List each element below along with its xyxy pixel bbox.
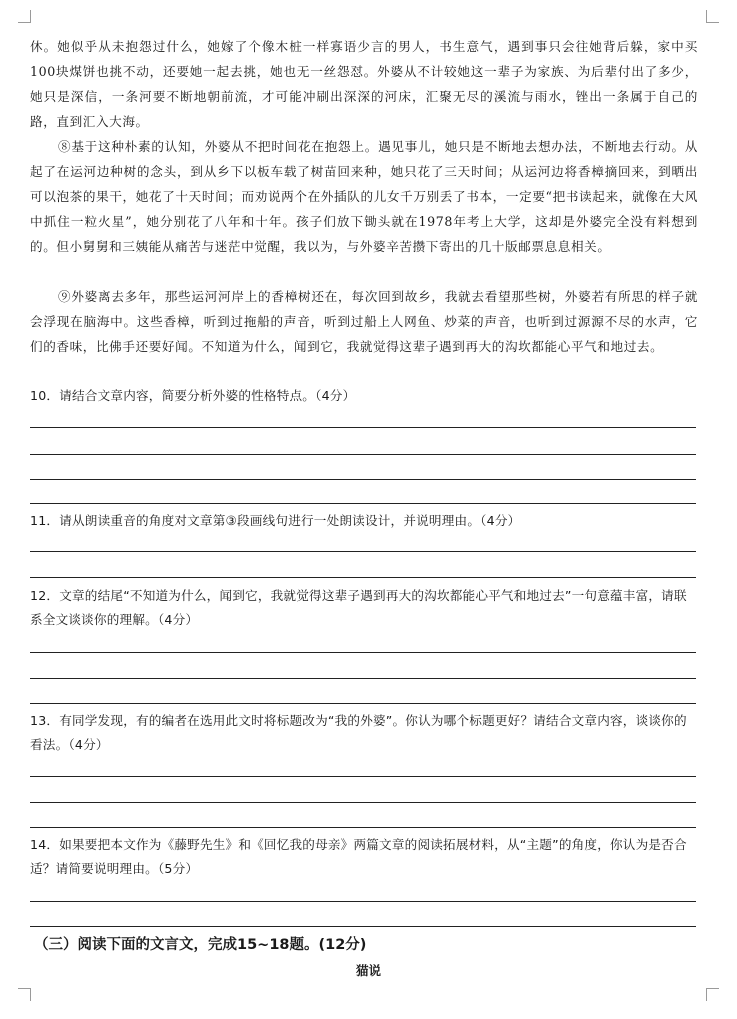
question-13: 13．有同学发现，有的编者在选用此文时将标题改为“我的外婆”。你认为哪个标题更好？请结合文章内容，谈谈你的看法。（4分） [30,713,687,752]
answer-line [30,479,696,480]
question-14: 14．如果要把本文作为《藤野先生》和《回忆我的母亲》两篇文章的阅读拓展材料，从“主题”的角度，你认为是否合适？请简要说明理由。（5分） [30,837,687,876]
classical-text-title: 猫说 [355,963,381,978]
passage-paragraph-9: ⑨外婆离去多年，那些运河河岸上的香樟树还在，每次回到故乡，我就去看望那些树，外婆若有所思的样子就会浮现在脑海中。这些香樟，听到过拖船的声音，听到过船上人网鱼、炒菜的声音，也听到过源源不尽的水声，它们的香味，比佛手还要好闻。不知道为什么，闻到它，我就觉得这辈子遇到再大的沟坎都能心平气和地过去。 [30,289,698,354]
question-11: 11．请从朗读重音的角度对文章第③段画线句进行一处朗读设计，并说明理由。（4分） [30,513,521,528]
answer-line [30,827,696,828]
answer-line [30,802,696,803]
answer-line [30,703,696,704]
passage-paragraph-8: ⑧基于这种朴素的认知，外婆从不把时间花在抱怨上。遇见事儿，她只是不断地去想办法，不断地去行动。从起了在运河边种树的念头，到从乡下以板车载了树苗回来种，她只花了三天时间；从运河边将香樟摘回来，到晒出可以泡茶的果干，她花了十天时间；而劝说两个在外插队的儿女千万别丢了书本，一定要“把书读起来，就像在大风中抓住一粒火星”，她分别花了八年和十年。孩子们放下锄头就在1978年考上大学，这却是外婆完全没有料想到的。但小舅舅和三姨能从痛苦与迷茫中觉醒，我以为，与外婆辛苦攒下寄出的几十版邮票息息相关。 [30,139,698,254]
question-12: 12．文章的结尾“不知道为什么，闻到它，我就觉得这辈子遇到再大的沟坎都能心平气和地过去”一句意蕴丰富，请联系全文谈谈你的理解。（4分） [30,588,687,627]
answer-line [30,551,696,552]
answer-line [30,776,696,777]
crop-mark-top-left [18,10,31,23]
answer-line [30,678,696,679]
passage-paragraph-continued: 休。她似乎从未抱怨过什么，她嫁了个像木桩一样寡语少言的男人，书生意气，遇到事只会往她背后躲，家中买100块煤饼也挑不动，还要她一起去挑，她也无一丝怨怼。外婆从不计较她这一辈子为家族、为后辈付出了多少，她只是深信，一条河要不断地朝前流，才可能冲刷出深深的河床，汇聚无尽的溪流与雨水，锉出一条属于自己的路，直到汇入大海。 [30,39,698,129]
crop-mark-top-right [706,10,719,23]
answer-line [30,652,696,653]
answer-line [30,503,696,504]
section-title: （三）阅读下面的文言文，完成15~18题。(12分) [34,937,367,953]
question-10: 10．请结合文章内容，简要分析外婆的性格特点。（4分） [30,388,356,403]
answer-line [30,926,696,927]
crop-mark-bottom-left [18,988,31,1001]
answer-line [30,577,696,578]
answer-line [30,901,696,902]
answer-line [30,454,696,455]
crop-mark-bottom-right [706,988,719,1001]
answer-line [30,427,696,428]
